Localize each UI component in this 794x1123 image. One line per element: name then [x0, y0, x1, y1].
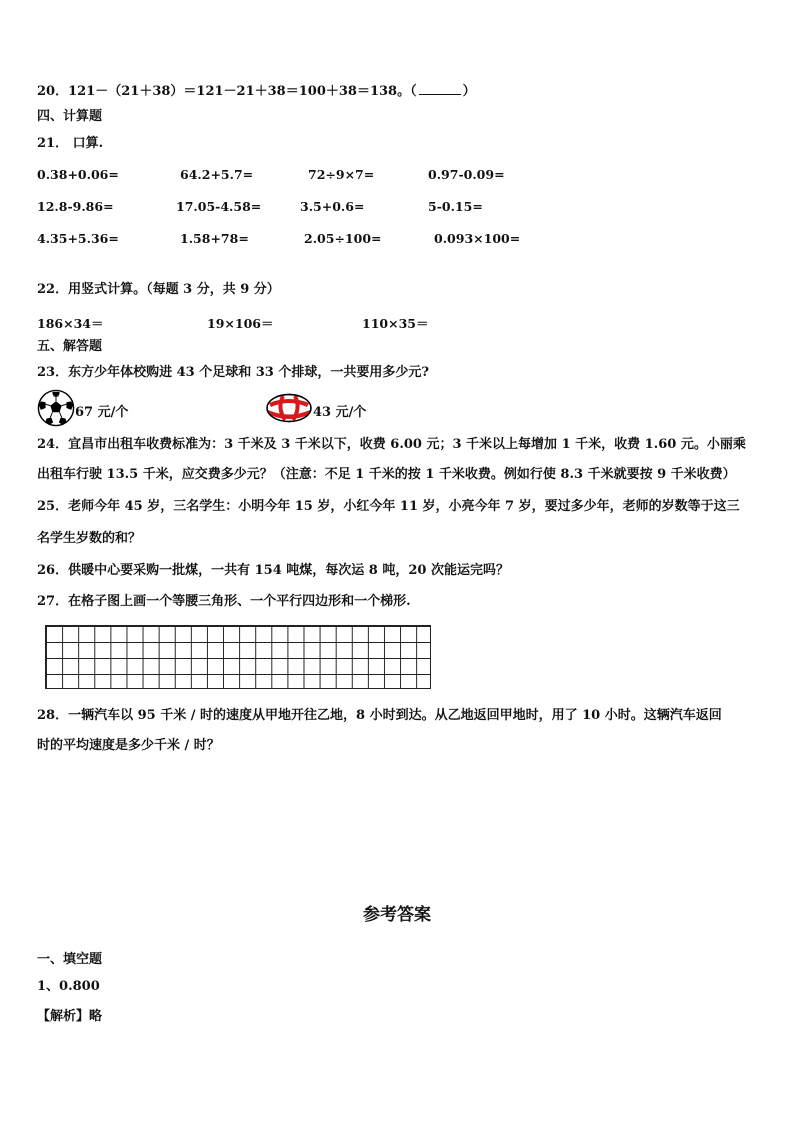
answers-section-1: 一、填空题	[37, 952, 103, 967]
question-25-line1: 25．老师今年 45 岁，三名学生：小明今年 15 岁，小红今年 11 岁，小亮今年 7 岁，要过多少年，老师的岁数等于这三	[37, 499, 740, 514]
question-20	[37, 82, 476, 101]
answer-1-analysis: 【解析】略	[37, 1009, 103, 1024]
question-20-close: ）	[462, 84, 476, 99]
question-22-title: 22．用竖式计算。（每题 3 分，共 9 分）	[37, 282, 280, 297]
question-28-line2: 时的平均速度是多少千米 / 时？	[37, 738, 220, 753]
soccer-ball-icon	[37, 389, 75, 431]
column-calc-item: 186×34＝	[37, 316, 104, 331]
volleyball-price: 43 元/个	[313, 404, 367, 420]
drawing-grid[interactable]	[45, 625, 431, 689]
question-24-line1: 24．宜昌市出租车收费标准为：3 千米及 3 千米以下，收费 6.00 元；3 千米以上每增加 1 千米，收费 1.60 元。小丽乘	[37, 437, 746, 452]
question-23: 23．东方少年体校购进 43 个足球和 33 个排球，一共要用多少元?	[37, 365, 429, 380]
oral-calc-item: 1.58+78=	[180, 231, 249, 246]
question-21-title: 21． 口算.	[37, 136, 104, 151]
question-28-line1: 28．一辆汽车以 95 千米 / 时的速度从甲地开往乙地，8 小时到达。从乙地返回甲地时，用了 10 小时。这辆汽车返回	[37, 708, 722, 723]
question-24-line2: 出租车行驶 13.5 千米，应交费多少元？（注意：不足 1 千米的按 1 千米收费。例如行使 8.3 千米就要按 9 千米收费）	[37, 467, 736, 482]
oral-calc-item: 3.5+0.6=	[300, 199, 365, 214]
question-20-text: 20．121－（21＋38）＝121－21＋38＝100＋38＝138。（	[37, 84, 417, 99]
answer-blank[interactable]	[419, 82, 461, 95]
oral-calc-item: 2.05÷100=	[304, 231, 382, 246]
column-calc-item: 110×35＝	[362, 316, 429, 331]
oral-calc-item: 0.093×100=	[434, 231, 521, 246]
question-25-line2: 名学生岁数的和？	[37, 531, 142, 546]
column-calc-item: 19×106＝	[207, 316, 274, 331]
volleyball-price-item	[265, 393, 366, 427]
section-5-heading: 五、解答题	[37, 339, 103, 354]
soccer-price: 67 元/个	[75, 404, 129, 420]
oral-calc-item: 0.97-0.09=	[428, 167, 505, 182]
oral-calc-item: 64.2+5.7=	[180, 167, 254, 182]
oral-calc-item: 12.8-9.86=	[37, 199, 114, 214]
question-26: 26．供暖中心要采购一批煤，一共有 154 吨煤，每次运 8 吨，20 次能运完吗？	[37, 563, 509, 578]
oral-calc-item: 0.38+0.06=	[37, 167, 119, 182]
volleyball-icon	[265, 393, 313, 427]
question-27: 27．在格子图上画一个等腰三角形、一个平行四边形和一个梯形.	[37, 594, 411, 609]
oral-calc-item: 72÷9×7=	[308, 167, 375, 182]
answer-1: 1、0.800	[37, 979, 100, 994]
oral-calc-item: 17.05-4.58=	[176, 199, 262, 214]
oral-calc-item: 4.35+5.36=	[37, 231, 119, 246]
section-4-heading: 四、计算题	[37, 109, 103, 124]
soccer-price-item	[37, 389, 128, 431]
answers-title: 参考答案	[363, 905, 431, 925]
oral-calc-item: 5-0.15=	[428, 199, 483, 214]
